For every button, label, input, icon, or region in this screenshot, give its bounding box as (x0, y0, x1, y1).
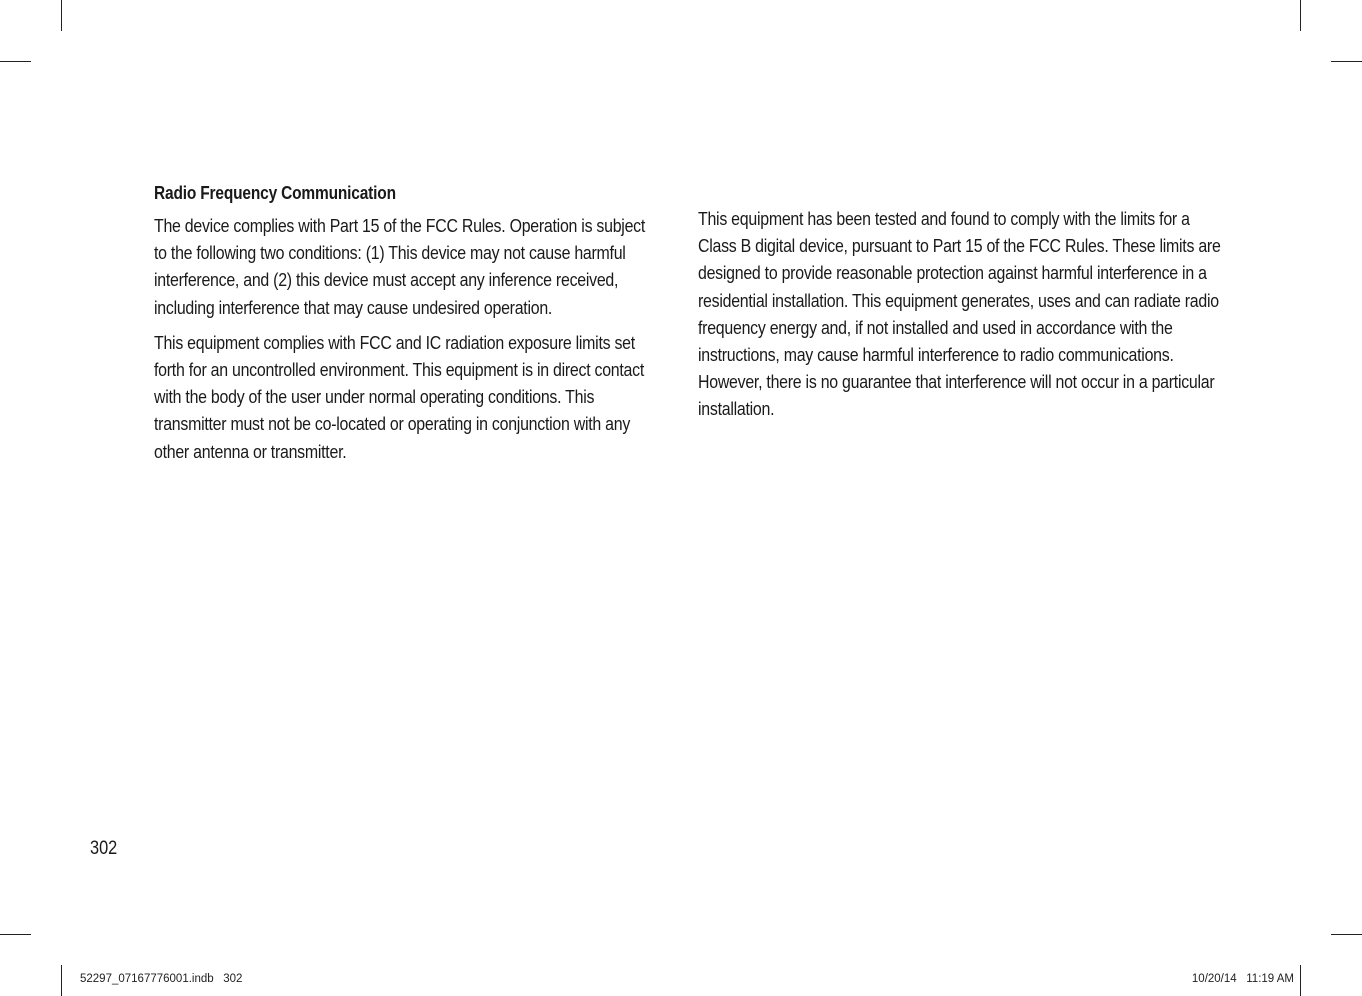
footer-date-slug: 10/20/14 11:19 AM (1191, 973, 1294, 985)
footer-file-slug: 52297_07167776001.indb 302 (80, 973, 243, 985)
section-heading: Radio Frequency Communication (154, 183, 396, 203)
class-b-paragraph: This equipment has been tested and found to comply with the limits for a Class B digital device, pursuant to Part 15 of the FCC Rules. These limits are designed to provide reasonable protection against harmful interference in a residential installation. This equipment generates, uses and can radiate radio frequency energy and, if not installed and used in accordance with the instructions, may cause harmful interference to radio communications. However, there is no guarantee that interference will not occur in a particular installation. (698, 208, 1221, 420)
crop-mark-top-left-vertical (61, 0, 62, 31)
page-number: 302 (90, 838, 118, 859)
crop-mark-bottom-right-vertical (1300, 965, 1301, 996)
fcc-part15-paragraph: The device complies with Part 15 of the FCC Rules. Operation is subject to the following two conditions: (1) This device may not cause harmful interference, and (2) this device must accept any inference received, including interference that may cause undesired operation. (154, 215, 646, 318)
right-column (698, 205, 1228, 431)
crop-mark-top-right-vertical (1300, 0, 1301, 31)
crop-mark-top-right-horizontal (1331, 61, 1362, 62)
crop-mark-bottom-right-horizontal (1331, 934, 1362, 935)
radiation-exposure-paragraph: This equipment complies with FCC and IC radiation exposure limits set forth for an uncontrolled environment. This equipment is in direct contact with the body of the user under normal operating conditions. This transmitter must not be co-located or operating in conjunction with any other antenna or transmitter. (154, 331, 645, 462)
crop-mark-bottom-left-vertical (61, 965, 62, 996)
left-column (154, 180, 659, 473)
crop-mark-top-left-horizontal (0, 61, 31, 62)
crop-mark-bottom-left-horizontal (0, 934, 31, 935)
